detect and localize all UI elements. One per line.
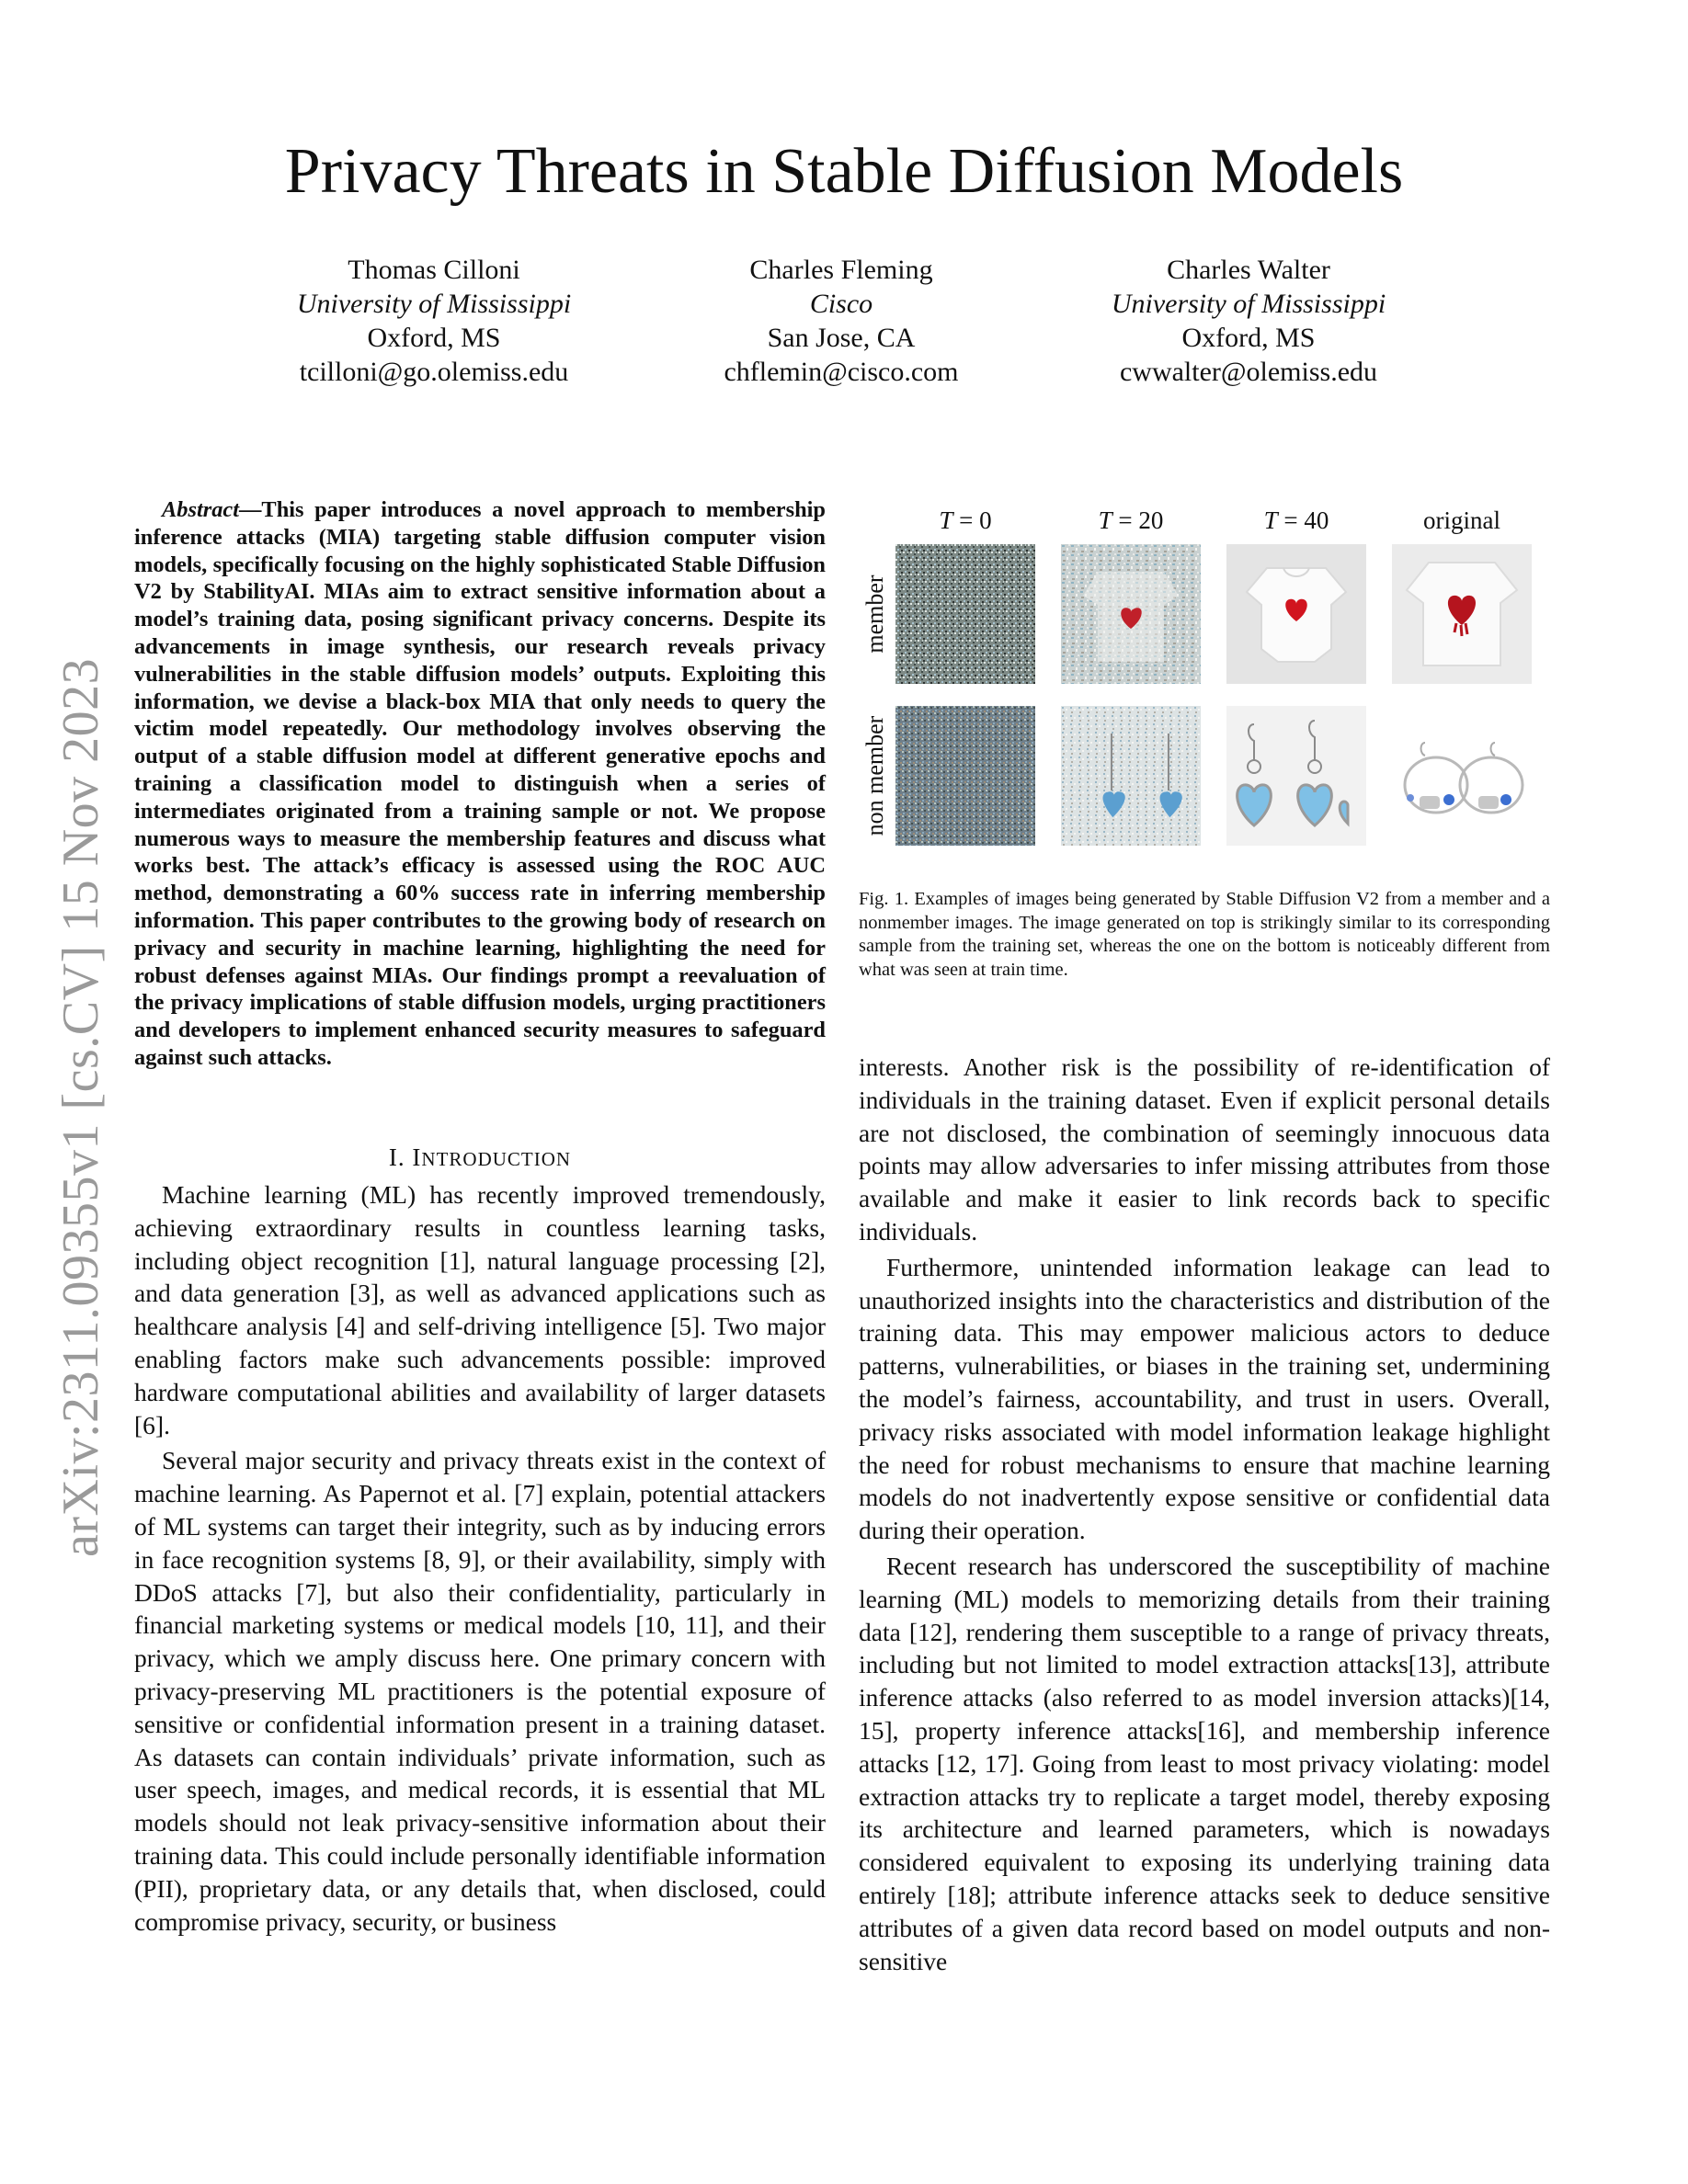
intro-paragraph: Several major security and privacy threats exist in the context of machine learning. As Papernot et al. [7] explain, potential attackers of ML systems can target their integrity, such as by inducing errors in face recognition systems [8, 9], or their availability, simply with DDoS attacks [7], but also their confidentiality, particularly in financial marketing systems or medical models [10, 11], and their privacy, which we amply discuss here. One primary concern with privacy-preserving ML practitioners is the potential exposure of sensitive or confidential information present in a training dataset. As datasets can contain individuals’ private information, such as user speech, images, and medical records, it is essential that ML models should not leak privacy-sensitive information about their training data. This could include personally identifiable information (PII), proprietary data, or any details that, when disclosed, could compromise privacy, security, or business: [134, 1446, 826, 1936]
author-location: Oxford, MS: [1181, 323, 1316, 353]
member-image-t20: [1061, 544, 1201, 684]
onesie-heart-image: [1226, 544, 1366, 684]
intro-left-column: [134, 1178, 826, 1938]
author-block-1: [241, 253, 627, 389]
paper-title: Privacy Threats in Stable Diffusion Models: [284, 136, 1404, 207]
nonmember-image-t40: [1226, 706, 1366, 846]
abstract-text: —This paper introduces a novel approach to membership inference attacks (MIA) targeting stable diffusion computer vision models, specifically focusing on the highly sophisticated Stable Diffusion V2 by StabilityAI. MIAs aim to extract sensitive information about a model’s training data, posing significant privacy concerns. Despite its advancements in image synthesis, our research reveals privacy vulnerabilities in the stable diffusion models’ outputs. Exploiting this information, we devise a black-box MIA that only needs to query the victim model repeatedly. Our methodology involves observing the output of a stable diffusion model at different generative epochs and training a classification model to distinguish when a series of intermediates originated from a training sample or not. We propose numerous ways to measure the membership features and discuss what works best. The attack’s efficacy is assessed using the ROC AUC method, demonstrating a 60% success rate in inferring membership information. This paper contributes to the growing body of research on privacy and security in machine learning, highlighting the need for robust defenses against MIAs. Our findings prompt a reevaluation of the privacy implications of stable diffusion models, urging practitioners and developers to implement enhanced security measures to safeguard against such attacks.: [134, 497, 826, 1070]
noise-image: [895, 706, 1035, 846]
nonmember-image-original: [1392, 706, 1532, 846]
intro-paragraph-continued: interests. Another risk is the possibility of re-identification of individuals in the training dataset. Even if explicit personal details are not disclosed, the combination of seemingly innocuous data points may allow adversaries to infer missing attributes from those available and make it easier to link records back to specific individuals.: [859, 1052, 1550, 1246]
member-image-t0: [895, 544, 1035, 684]
figure-column-label: T = 20: [1098, 506, 1164, 534]
author-location: San Jose, CA: [767, 323, 916, 353]
member-image-original: [1392, 544, 1532, 684]
intro-paragraph: Machine learning (ML) has recently improved tremendously, achieving extraordinary results in countless learning tasks, including object recognition [1], natural language processing [2], and data generation [3], as well as advanced applications such as healthcare analysis [4] and self-driving intelligence [5]. Two major enabling factors make such advancements possible: improved hardware computational abilities and availability of larger datasets [6].: [134, 1180, 826, 1439]
member-image-t40: [1226, 544, 1366, 684]
author-email[interactable]: chflemin@cisco.com: [724, 357, 959, 387]
section-initial: I: [412, 1143, 422, 1171]
noisy-earrings-image: [1061, 706, 1201, 846]
abstract: [134, 496, 826, 1072]
figure-column-label: original: [1423, 506, 1500, 534]
hoop-earrings-image: [1392, 706, 1532, 846]
section-title-rest: NTRODUCTION: [421, 1148, 572, 1170]
author-block-3: [1055, 253, 1442, 389]
figure-column-label: T = 40: [1263, 506, 1329, 534]
author-affiliation: University of Mississippi: [1111, 289, 1386, 319]
onesie-original-image: [1392, 544, 1532, 684]
figure-row-label-non-member: non member: [861, 715, 888, 836]
abstract-lead: Abstract: [162, 497, 240, 522]
nonmember-image-t20: [1061, 706, 1201, 846]
author-name: Thomas Cilloni: [348, 255, 520, 285]
intro-paragraph: Recent research has underscored the susceptibility of machine learning (ML) models to memorizing details from their training data [12], rendering them susceptible to a range of privacy threats, including but not limited to model extraction attacks[13], attribute inference attacks (also referred to as model inversion attacks)[14, 15], property inference attacks[16], and membership inference attacks [12, 17]. Going from least to most privacy violating: model extraction attacks try to replicate a target model, thereby exposing its architecture and learned parameters, which is nowadays considered equivalent to exposing its underlying training data entirely [18]; attribute inference attacks seek to deduce sensitive attributes of a given data record based on model outputs and non-sensitive: [859, 1551, 1550, 1975]
heart-earrings-image: [1226, 706, 1366, 846]
figure-column-label: T = 0: [939, 506, 992, 534]
author-name: Charles Fleming: [749, 255, 933, 285]
figure-row-label-member: member: [861, 574, 888, 654]
author-affiliation: University of Mississippi: [296, 289, 572, 319]
arxiv-identifier-stamp: arXiv:2311.09355v1 [cs.CV] 15 Nov 2023: [52, 657, 109, 1557]
author-name: Charles Walter: [1167, 255, 1330, 285]
author-affiliation: Cisco: [809, 289, 873, 319]
noisy-onesie-image: [1061, 544, 1201, 684]
noise-image: [895, 544, 1035, 684]
figure-caption: Fig. 1. Examples of images being generated by Stable Diffusion V2 from a member and a nonmember images. The image generated on top is strikingly similar to its corresponding sample from the training set, whereas the one on the bottom is noticeably different from what was seen at train time.: [859, 889, 1550, 980]
author-email[interactable]: tcilloni@go.olemiss.edu: [299, 357, 569, 387]
author-block-2: [648, 253, 1034, 389]
author-email[interactable]: cwwalter@olemiss.edu: [1119, 357, 1378, 387]
intro-right-column: [859, 1051, 1550, 1977]
nonmember-image-t0: [895, 706, 1035, 846]
intro-paragraph: Furthermore, unintended information leakage can lead to unauthorized insights into the characteristics and distribution of the training data. This may empower malicious actors to deduce patterns, vulnerabilities, or biases in the training set, undermining the model’s fairness, accountability, and trust in users. Overall, privacy risks associated with model information leakage highlight the need for robust mechanisms to ensure that machine learning models do not inadvertently expose sensitive or confidential data during their operation.: [859, 1252, 1550, 1545]
section-number: I.: [388, 1143, 405, 1171]
section-heading-introduction: [134, 1142, 826, 1175]
figure-1: [859, 496, 1550, 878]
author-location: Oxford, MS: [367, 323, 501, 353]
